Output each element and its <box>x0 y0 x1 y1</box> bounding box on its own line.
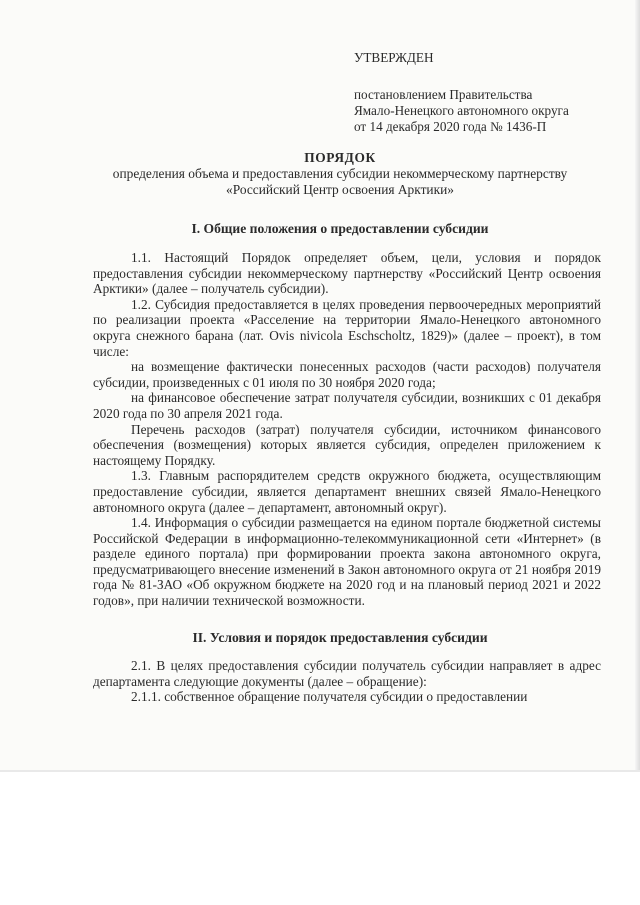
paragraph: 1.3. Главным распорядителем средств окружного бюджета, осуществляющим предоставление субсидии, является департамент внешних связей Ямало-Ненецкого автономного округа (далее – департамент, автономный округ). <box>93 468 601 515</box>
section-2-heading: II. Условия и порядок предоставления субсидии <box>192 630 488 645</box>
document-title-block <box>60 150 620 198</box>
section-2-body <box>93 658 601 705</box>
paragraph: 1.1. Настоящий Порядок определяет объем, цели, условия и порядок предоставления субсидии некоммерческому партнерству «Российский Центр освоения Арктики» (далее – получатель субсидии). <box>93 250 601 297</box>
approval-line: от 14 декабря 2020 года № 1436-П <box>354 119 547 134</box>
document-subtitle-line: «Российский Центр освоения Арктики» <box>226 182 454 197</box>
approval-heading: УТВЕРЖДЕН <box>354 50 434 65</box>
paragraph: 1.2. Субсидия предоставляется в целях проведения первоочередных мероприятий по реализации проекта «Расселение на территории Ямало-Ненецкого автономного округа снежного барана (лат. Ovis nivicola Eschscholtz, 1829)» (далее – проект), в том числе: <box>93 296 601 359</box>
paragraph: 1.4. Информация о субсидии размещается на едином портале бюджетной системы Российской Федерации в информационно-телекоммуникационной сети «Интернет» (в разделе единого портала) при формировании проекта закона автономного округа, предусматривающего внесение изменений в Закон автономного округа от 21 ноября 2019 года № 81-ЗАО «Об окружном бюджете на 2020 год и на плановый период 2021 и 2022 годов», при наличии технической возможности. <box>93 515 601 609</box>
paragraph: на финансовое обеспечение затрат получателя субсидии, возникших с 01 декабря 2020 года по 30 апреля 2021 года. <box>93 390 601 421</box>
paragraph: Перечень расходов (затрат) получателя субсидии, источником финансового обеспечения (возмещения) которых является субсидия, определен приложением к настоящему Порядку. <box>93 421 601 468</box>
section-1-body <box>93 250 601 609</box>
approval-line: Ямало-Ненецкого автономного округа <box>354 103 569 118</box>
document-subtitle-line: определения объема и предоставления субсидии некоммерческому партнерству <box>112 166 568 181</box>
scan-edge <box>635 0 640 770</box>
approval-stamp <box>354 50 569 135</box>
section-1-heading: I. Общие положения о предоставлении субсидии <box>191 221 489 236</box>
paragraph: на возмещение фактически понесенных расходов (части расходов) получателя субсидии, произведенных с 01 июля по 30 ноября 2020 года; <box>93 359 601 390</box>
document-title: ПОРЯДОК <box>304 150 376 165</box>
paragraph: 2.1. В целях предоставления субсидии получатель субсидии направляет в адрес департамента следующие документы (далее – обращение): <box>93 658 601 689</box>
approval-line: постановлением Правительства <box>354 87 533 102</box>
paragraph: 2.1.1. собственное обращение получателя субсидии о предоставлении <box>131 689 528 705</box>
